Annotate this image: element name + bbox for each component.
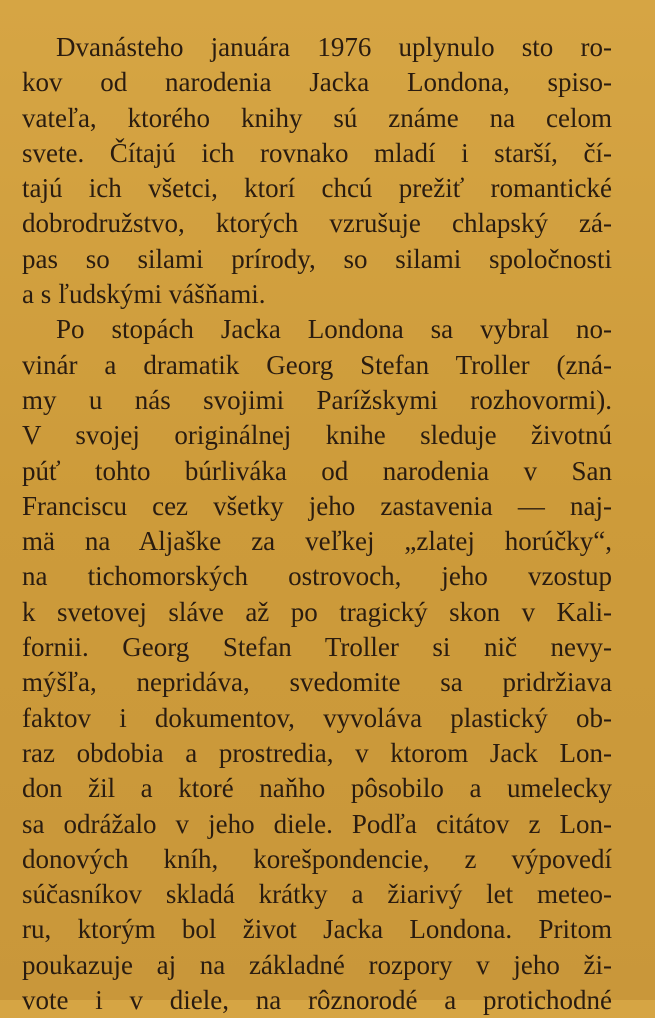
text-line: vinár a dramatik Georg Stefan Troller (zná-: [22, 349, 612, 380]
text-line: kov od narodenia Jacka Londona, spiso-: [22, 67, 612, 98]
text-line: súčasníkov skladá krátky a žiarivý let meteo-: [22, 879, 612, 910]
text-line: faktov i dokumentov, vyvoláva plastický ob-: [22, 702, 612, 733]
text-line: V svojej originálnej knihe sleduje životnú: [22, 420, 612, 451]
text-line: raz obdobia a prostredia, v ktorom Jack Lon-: [22, 737, 612, 768]
text-line: donových kníh, korešpondencie, z výpovedí: [22, 843, 612, 874]
text-line: ru, ktorým bol život Jacka Londona. Pritom: [22, 914, 612, 945]
text-line: Po stopách Jacka Londona sa vybral no-: [56, 314, 612, 345]
text-line: sa odrážalo v jeho diele. Podľa citátov z Lon-: [22, 808, 612, 839]
text-line: vote i v diele, na rôznorodé a protichodné: [22, 985, 612, 1016]
text-line: k svetovej sláve až po tragický skon v Kali-: [22, 596, 612, 627]
text-line: na tichomorských ostrovoch, jeho vzostup: [22, 561, 612, 592]
text-line: mýšľa, nepridáva, svedomite sa pridržiava: [22, 667, 612, 698]
blurb-text: [22, 30, 612, 1018]
text-line: poukazuje aj na základné rozpory v jeho ži-: [22, 949, 612, 980]
text-line: vateľa, ktorého knihy sú známe na celom: [22, 102, 612, 133]
text-line: fornii. Georg Stefan Troller si nič nevy-: [22, 632, 612, 663]
text-line: Dvanásteho januára 1976 uplynulo sto ro-: [56, 32, 612, 62]
text-line: tajú ich všetci, ktorí chcú prežiť romantické: [22, 173, 612, 204]
text-line: svete. Čítajú ich rovnako mladí i starší, čí-: [22, 137, 612, 168]
text-line: pas so silami prírody, so silami spoločnosti: [22, 243, 612, 274]
text-line: don žil a ktoré naňho pôsobilo a umelecky: [22, 773, 612, 804]
text-line: púť tohto búrliváka od narodenia v San: [22, 455, 612, 486]
text-line: Franciscu cez všetky jeho zastavenia — naj-: [22, 490, 612, 521]
text-line: mä na Aljaške za veľkej „zlatej horúčky“,: [22, 526, 612, 557]
text-line: a s ľudskými vášňami.: [22, 279, 266, 310]
text-line: dobrodružstvo, ktorých vzrušuje chlapský zá-: [22, 208, 612, 239]
text-line: my u nás svojimi Parížskymi rozhovormi).: [22, 384, 612, 415]
